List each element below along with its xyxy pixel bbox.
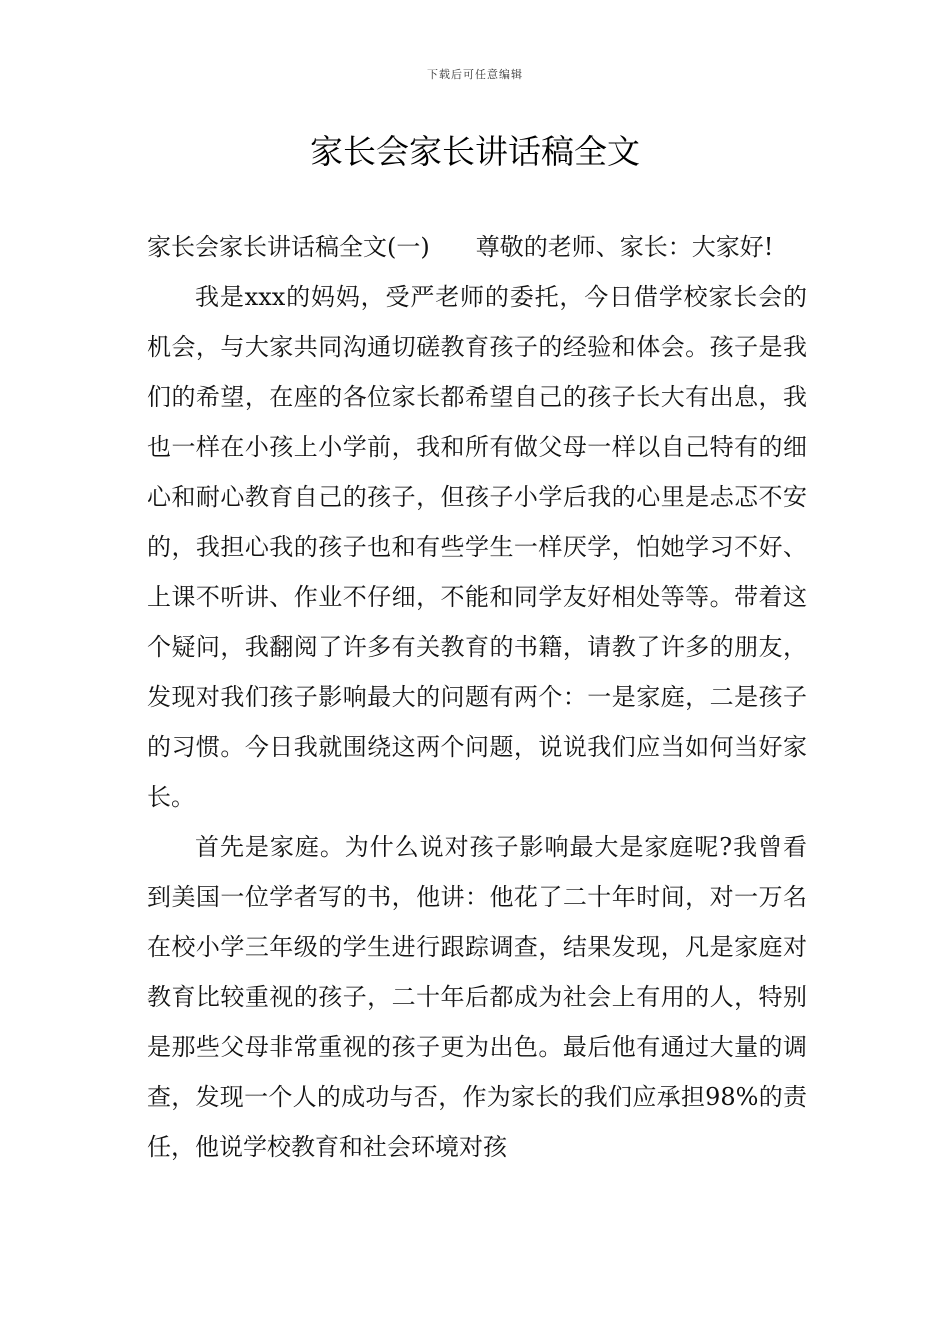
body-paragraph-2: 首先是家庭。为什么说对孩子影响最大是家庭呢?我曾看到美国一位学者写的书，他讲：他花了二十年时间，对一万名在校小学三年级的学生进行跟踪调查，结果发现，凡是家庭对教育比较重视的孩子，二十年后都成为社会上有用的人，特别是那些父母非常重视的孩子更为出色。最后他有通过大量的调查，发现一个人的成功与否，作为家长的我们应承担98%的责任，他说学校教育和社会环境对孩 — [147, 833, 807, 1161]
opening-paragraph — [147, 222, 807, 272]
header-note: 下载后可任意编辑 — [427, 68, 523, 81]
page-title: 家长会家长讲话稿全文 — [310, 132, 640, 171]
body-paragraph-1: 我是xxx的妈妈，受严老师的委托，今日借学校家长会的机会，与大家共同沟通切磋教育孩子的经验和体会。孩子是我们的希望，在座的各位家长都希望自己的孩子长大有出息，我也一样在小孩上小学前，我和所有做父母一样以自己特有的细心和耐心教育自己的孩子，但孩子小学后我的心里是忐忑不安的，我担心我的孩子也和有些学生一样厌学，怕她学习不好、上课不听讲、作业不仔细，不能和同学友好相处等等。带着这个疑问，我翻阅了许多有关教育的书籍，请教了许多的朋友，发现对我们孩子影响最大的问题有两个：一是家庭，二是孩子的习惯。今日我就围绕这两个问题，说说我们应当如何当好家长。 — [147, 283, 807, 811]
greeting-text: 尊敬的老师、家长：大家好! — [475, 233, 774, 261]
document-body — [147, 222, 807, 1172]
section-label: 家长会家长讲话稿全文(一) — [147, 233, 430, 261]
